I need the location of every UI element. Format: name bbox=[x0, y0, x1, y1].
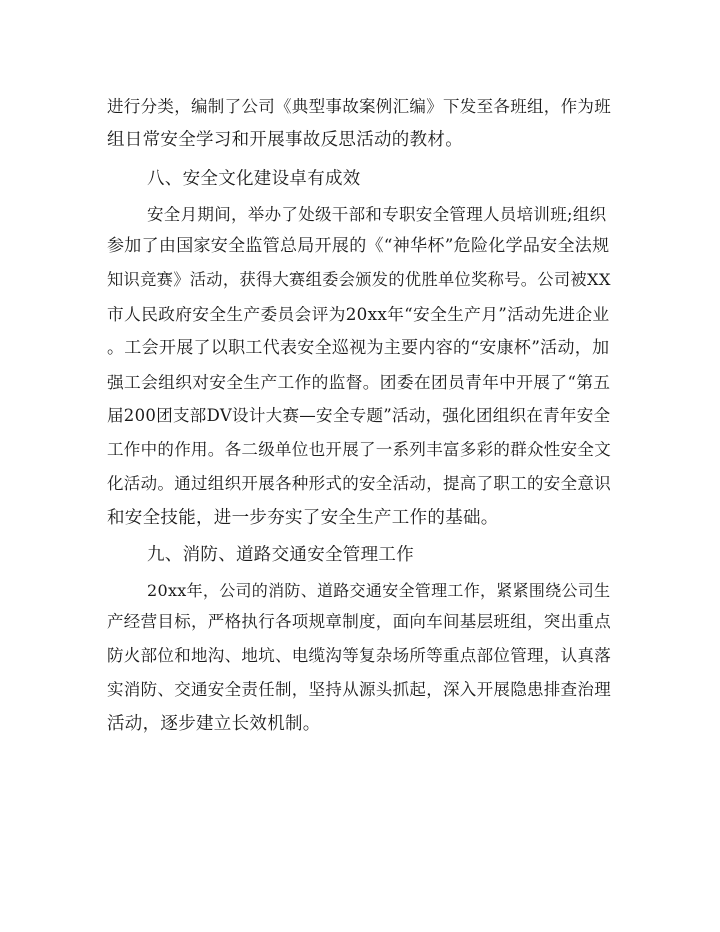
paragraph-line: 和安全技能，进一步夯实了安全生产工作的基础。 bbox=[107, 508, 499, 528]
paragraph-line: 知识竞赛》活动，获得大赛组委会颁发的优胜单位奖称号。公司被XX bbox=[107, 270, 611, 289]
paragraph-line: 化活动。通过组织开展各种形式的安全活动，提高了职工的安全意识 bbox=[107, 474, 611, 493]
paragraph-line: 20xx年，公司的消防、道路交通安全管理工作，紧紧围绕公司生 bbox=[147, 581, 611, 600]
paragraph-line: 实消防、交通安全责任制，坚持从源头抓起，深入开展隐患排查治理 bbox=[107, 680, 611, 699]
paragraph-line: 强工会组织对安全生产工作的监督。团委在团员青年中开展了“第五 bbox=[107, 372, 611, 392]
paragraph-line: 工作中的作用。各二级单位也开展了一系列丰富多彩的群众性安全文 bbox=[107, 440, 611, 459]
section-heading-8: 八、安全文化建设卓有成效 bbox=[147, 169, 361, 189]
paragraph-line: 进行分类，编制了公司《典型事故案例汇编》下发至各班组，作为班 bbox=[107, 97, 611, 116]
paragraph-line: 参加了由国家安全监管总局开展的《“神华杯”危险化学品安全法规 bbox=[107, 236, 610, 256]
paragraph-line: 活动，逐步建立长效机制。 bbox=[107, 714, 321, 734]
paragraph-line: 安全月期间，举办了处级干部和专职安全管理人员培训班;组织 bbox=[147, 205, 607, 224]
section-heading-9: 九、消防、道路交通安全管理工作 bbox=[147, 545, 414, 565]
paragraph-line: 届200团支部DV设计大赛—安全专题”活动，强化团组织在青年安全 bbox=[107, 406, 611, 425]
paragraph-line: 市人民政府安全生产委员会评为20xx年“安全生产月”活动先进企业 bbox=[107, 304, 610, 324]
paragraph-line: 产经营目标，严格执行各项规章制度，面向车间基层班组，突出重点 bbox=[107, 612, 611, 631]
paragraph-line: 防火部位和地沟、地坑、电缆沟等复杂场所等重点部位管理，认真落 bbox=[107, 646, 611, 665]
paragraph-line: 。工会开展了以职工代表安全巡视为主要内容的“安康杯”活动，加 bbox=[107, 338, 610, 358]
paragraph-line: 组日常安全学习和开展事故反思活动的教材。 bbox=[107, 130, 463, 150]
